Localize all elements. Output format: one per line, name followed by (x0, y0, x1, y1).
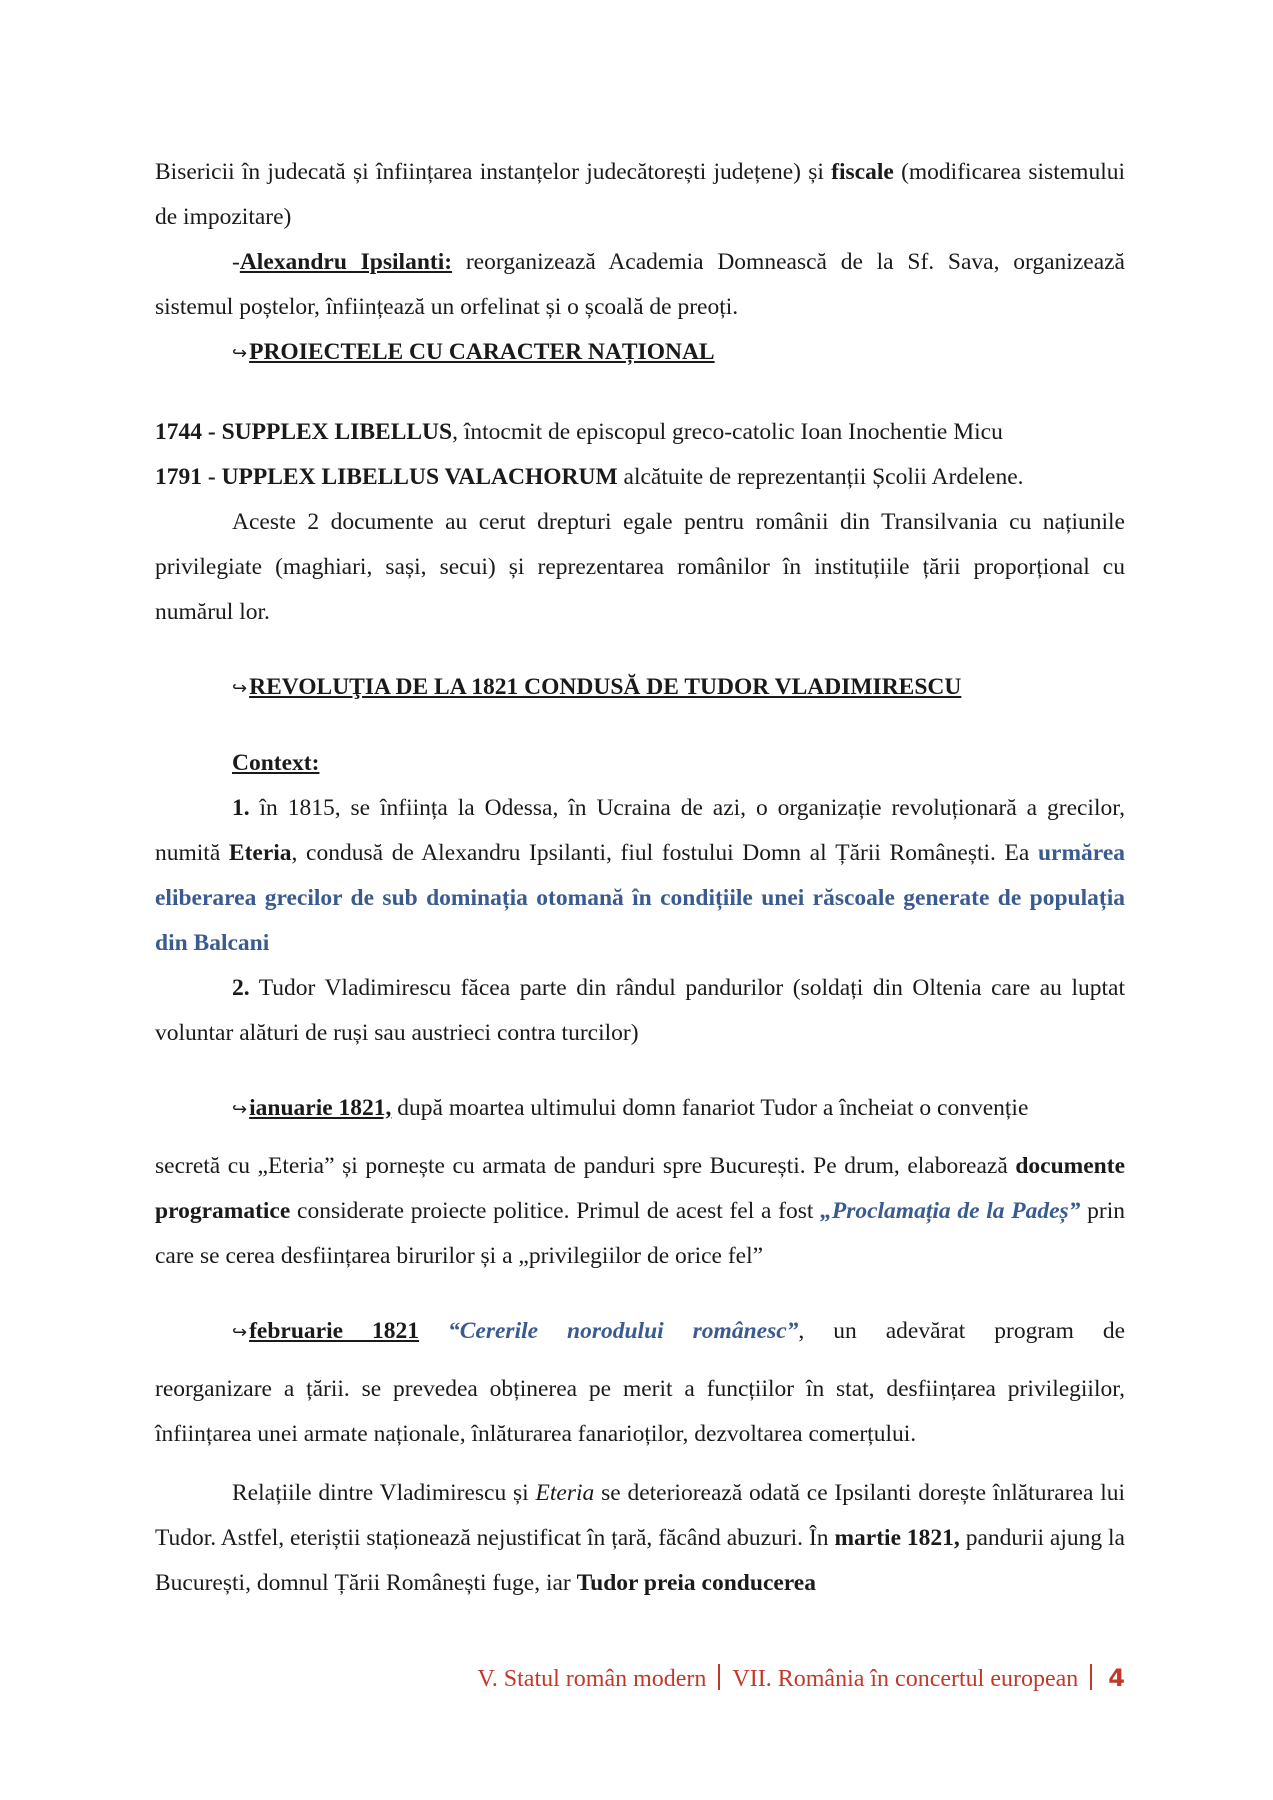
page-number: 4 (1108, 1664, 1125, 1692)
paragraph-january-1821: ↪ianuarie 1821, după moartea ultimului domn fanariot Tudor a încheiat o convenție (232, 1095, 1029, 1121)
footer-chapter-right: VII. România în concertul european (732, 1666, 1079, 1692)
hook-arrow-icon: ↪ (232, 1099, 248, 1120)
highlight-eteria-goal: urmărea eliberarea grecilor de sub dominația otomană în condițiile unei răscoale generate de populația din Balcani (155, 840, 1125, 956)
paragraph-documents-rights: Aceste 2 documente au cerut drepturi egale pentru românii din Transilvania cu națiunile privilegiate (maghiari, sași, secui) și reprezentarea românilor în instituțiile țării proporțional cu numărul lor. (155, 509, 1125, 625)
heading-revolution-1821: ↪REVOLUŢIA DE LA 1821 CONDUSĂ DE TUDOR VLADIMIRESCU (232, 674, 962, 700)
paragraph-supplex-1744: 1744 - SUPPLEX LIBELLUS, întocmit de episcopul greco-catolic Ioan Inochentie Micu (155, 419, 1003, 445)
paragraph-supplex-1791: 1791 - UPPLEX LIBELLUS VALACHORUM alcătuite de reprezentanții Școlii Ardelene. (155, 464, 1024, 490)
paragraph-alexandru-ipsilanti: -Alexandru Ipsilanti: reorganizează Academia Domnească de la Sf. Sava, organizează sistemul poștelor, înființează un orfelinat și o școală de preoți. (155, 249, 1125, 320)
paragraph-reorganization: reorganizare a țării. se prevedea obținerea pe merit a funcțiilor în stat, desființarea privilegiilor, înființarea unei armate naționale, înlăturarea fanarioților, dezvoltarea comerțului. (155, 1376, 1125, 1447)
hook-arrow-icon: ↪ (232, 1322, 248, 1343)
highlight-cererile: “Cererile norodului românesc” (448, 1318, 799, 1344)
hook-arrow-icon: ↪ (232, 678, 248, 699)
page-footer (478, 1662, 1125, 1695)
footer-chapter-left: V. Statul român modern (477, 1666, 707, 1692)
paragraph-proclamation-pades: secretă cu „Eteria” și pornește cu armata de panduri spre București. Pe drum, elaborează documente programatice considerate proiecte politice. Primul de acest fel a fost „Proclamația de la Padeș” prin care se cerea desființarea birurilor și a „privilegiilor de orice fel” (155, 1153, 1126, 1269)
ipsilanti-name: Alexandru Ipsilanti: (239, 249, 453, 275)
paragraph-context-tudor: 2. Tudor Vladimirescu făcea parte din rândul pandurilor (soldați din Oltenia care au luptat voluntar alături de ruși sau austrieci contra turcilor) (155, 975, 1125, 1046)
paragraph-relations: Relațiile dintre Vladimirescu și Eteria se deteriorează odată ce Ipsilanti dorește înlăturarea lui Tudor. Astfel, eteriștii staționează nejustificat în țară, făcând abuzuri. În martie 1821, pandurii ajung la București, domnul Țării Românești fuge, iar Tudor preia conducerea (155, 1480, 1125, 1596)
paragraph-justice-fiscal: Bisericii în judecată și înființarea instanțelor judecătorești județene) și fiscale (modificarea sistemului de impozitare) (155, 159, 1125, 230)
hook-arrow-icon: ↪ (232, 343, 248, 364)
paragraph-february-1821: ↪februarie 1821 “Cererile norodului românesc”, un adevărat program de (232, 1318, 1126, 1344)
page-content (155, 150, 1125, 1606)
highlight-proclamation: „Proclamația de la Padeș” (820, 1198, 1081, 1224)
heading-national-projects: ↪PROIECTELE CU CARACTER NAȚIONAL (232, 339, 715, 365)
footer-separator (718, 1664, 720, 1690)
footer-separator (1090, 1664, 1092, 1690)
paragraph-context-eteria: 1. în 1815, se înființa la Odessa, în Ucraina de azi, o organizație revoluționară a grecilor, numită Eteria, condusă de Alexandru Ipsilanti, fiul fostului Domn al Țării Românești. Ea urmărea eliberarea grecilor de sub dominația otomană în condițiile unei răscoale generate de populația din Balcani (155, 795, 1125, 956)
heading-context: Context: (232, 750, 320, 776)
